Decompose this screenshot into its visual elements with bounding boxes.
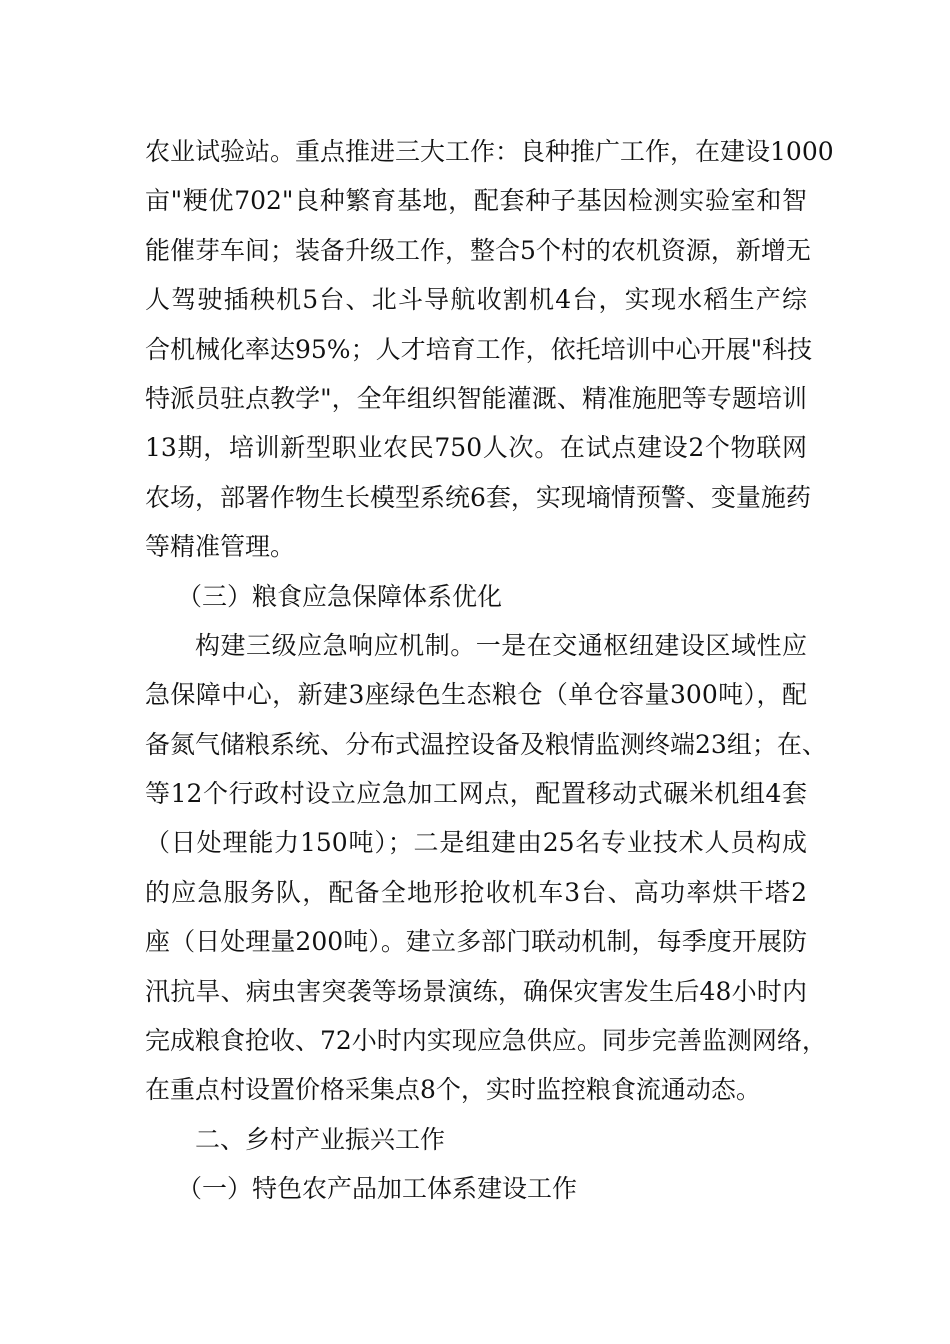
paragraph-emergency-mechanism <box>145 621 827 1115</box>
text-line: 急保障中心，新建3座绿色生态粮仓（单仓容量300吨），配 <box>145 680 807 710</box>
paragraph-pilot-work <box>145 127 834 572</box>
text-line: 农场，部署作物生长模型系统6套，实现墒情预警、变量施药 <box>145 482 811 512</box>
text-line: 13期，培训新型职业农民750人次。在试点建设2个物联网 <box>145 433 807 463</box>
text-line: 等精准管理。 <box>145 532 296 562</box>
text-line: 完成粮食抢收、72小时内实现应急供应。同步完善监测网络， <box>145 1026 827 1056</box>
text-line: 的应急服务队，配备全地形抢收机车3台、高功率烘干塔2 <box>145 877 807 907</box>
text-line: 汛抗旱、病虫害突袭等场景演练，确保灾害发生后48小时内 <box>145 976 807 1006</box>
text-line: 在重点村设置价格采集点8个，实时监控粮食流通动态。 <box>145 1075 761 1105</box>
document-body <box>145 127 834 1214</box>
text-line: 特派员驻点教学"，全年组织智能灌溉、精准施肥等专题培训 <box>145 383 807 413</box>
text-line: 构建三级应急响应机制。一是在交通枢纽建设区域性应 <box>195 630 807 660</box>
text-line: 农业试验站。重点推进三大工作：良种推广工作，在建设1000 <box>145 137 834 166</box>
text-line: 亩"粳优702"良种繁育基地，配套种子基因检测实验室和智 <box>145 186 807 216</box>
section-heading: （三）粮食应急保障体系优化 <box>177 581 503 611</box>
section-heading: （一）特色农产品加工体系建设工作 <box>177 1174 578 1204</box>
text-line: 人驾驶插秧机5台、北斗导航收割机4台，实现水稻生产综 <box>145 285 807 315</box>
text-line: 合机械化率达95%；人才培育工作，依托培训中心开展"科技 <box>145 334 813 364</box>
text-line: 备氮气储粮系统、分布式温控设备及粮情监测终端23组；在、 <box>145 729 827 759</box>
text-line: （日处理能力150吨）；二是组建由25名专业技术人员构成 <box>145 828 807 858</box>
text-line: 等12个行政村设立应急加工网点，配置移动式碾米机组4套 <box>145 779 807 809</box>
text-line: 能催芽车间；装备升级工作，整合5个村的农机资源，新增无 <box>145 235 811 265</box>
text-line: 座（日处理量200吨）。建立多部门联动机制，每季度开展防 <box>145 927 807 957</box>
chapter-heading: 二、乡村产业振兴工作 <box>195 1124 446 1154</box>
